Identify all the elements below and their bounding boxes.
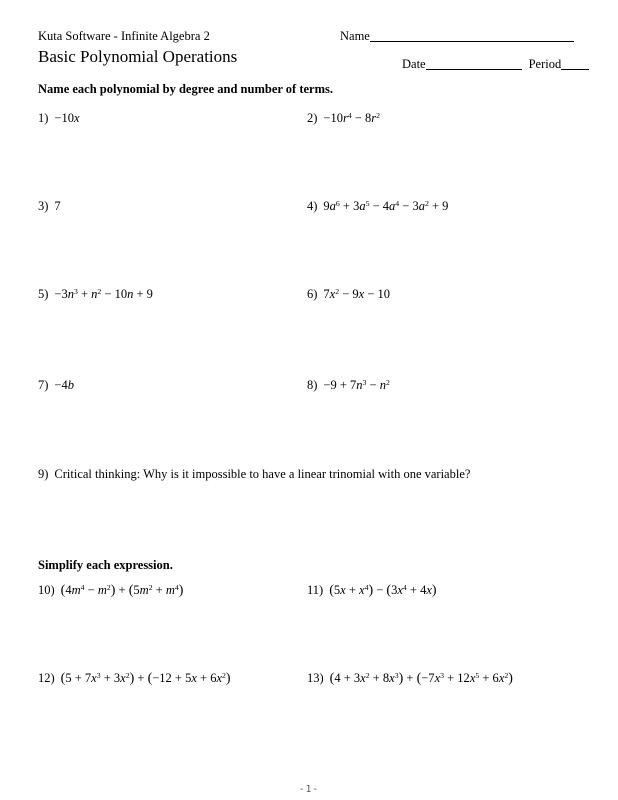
date-blank-line bbox=[426, 68, 522, 70]
problem-text: Critical thinking: Why is it impossible to have a linear trinomial with one variable? bbox=[54, 467, 471, 481]
problem-expression: $-10r^4 - 8r^2$ bbox=[323, 110, 381, 125]
problem-expression: $(5x + x^4) - (3x^4 + 4x)$ bbox=[329, 582, 437, 598]
problem-8 bbox=[307, 378, 390, 393]
name-label: Name bbox=[340, 29, 370, 43]
problem-number: 3) bbox=[38, 199, 49, 213]
period-label: Period bbox=[528, 57, 562, 71]
problem-number: 9) bbox=[38, 467, 49, 481]
problem-number: 2) bbox=[307, 111, 318, 125]
page-title: Basic Polynomial Operations bbox=[38, 47, 238, 66]
problem-5 bbox=[38, 287, 153, 302]
problem-expression: $-3n^3 + n^2 - 10n + 9$ bbox=[54, 286, 153, 301]
problem-expression: $-9 + 7n^3 - n^2$ bbox=[323, 377, 390, 392]
problem-expression: 7 bbox=[54, 199, 61, 213]
problem-expression: −10x bbox=[54, 111, 80, 125]
page-number: -1- bbox=[298, 784, 320, 795]
problem-7 bbox=[38, 378, 74, 393]
problem-number: 11) bbox=[307, 583, 324, 597]
problem-expression: $(4 + 3x^2 + 8x^3) + (-7x^3 + 12x^5 + 6x^2)$ bbox=[329, 670, 513, 686]
problem-number: 4) bbox=[307, 199, 318, 213]
problem-expression: $(4m^4 - m^2) + (5m^2 + m^4)$ bbox=[60, 582, 184, 598]
problem-number: 1) bbox=[38, 111, 49, 125]
section2-instruction: Simplify each expression. bbox=[38, 558, 173, 572]
name-field bbox=[340, 29, 574, 44]
course-header: Kuta Software - Infinite Algebra 2 bbox=[38, 29, 210, 43]
problem-3 bbox=[38, 199, 61, 214]
problem-4 bbox=[307, 199, 448, 214]
problem-11 bbox=[307, 583, 437, 598]
problem-number: 10) bbox=[38, 583, 55, 597]
problem-number: 5) bbox=[38, 287, 49, 301]
problem-number: 12) bbox=[38, 671, 55, 685]
problem-10 bbox=[38, 583, 183, 598]
problem-expression: $(5 + 7x^3 + 3x^2) + (-12 + 5x + 6x^2)$ bbox=[60, 670, 231, 686]
problem-expression: $9a^6 + 3a^5 - 4a^4 - 3a^2 + 9$ bbox=[323, 198, 449, 213]
problem-number: 8) bbox=[307, 378, 318, 392]
problem-6 bbox=[307, 287, 390, 302]
problem-number: 13) bbox=[307, 671, 324, 685]
date-label: Date bbox=[402, 57, 426, 71]
problem-13 bbox=[307, 671, 513, 686]
section1-instruction: Name each polynomial by degree and number of terms. bbox=[38, 82, 334, 96]
problem-12 bbox=[38, 671, 231, 686]
problem-number: 7) bbox=[38, 378, 49, 392]
problem-expression: $7x^2 - 9x - 10$ bbox=[323, 286, 391, 301]
problem-number: 6) bbox=[307, 287, 318, 301]
problem-2 bbox=[307, 111, 380, 126]
problem-1 bbox=[38, 111, 80, 126]
date-period-field bbox=[402, 57, 589, 72]
problem-9 bbox=[38, 467, 470, 482]
problem-expression: −4b bbox=[54, 378, 74, 392]
name-blank-line bbox=[370, 40, 574, 42]
period-blank-line bbox=[561, 68, 589, 70]
